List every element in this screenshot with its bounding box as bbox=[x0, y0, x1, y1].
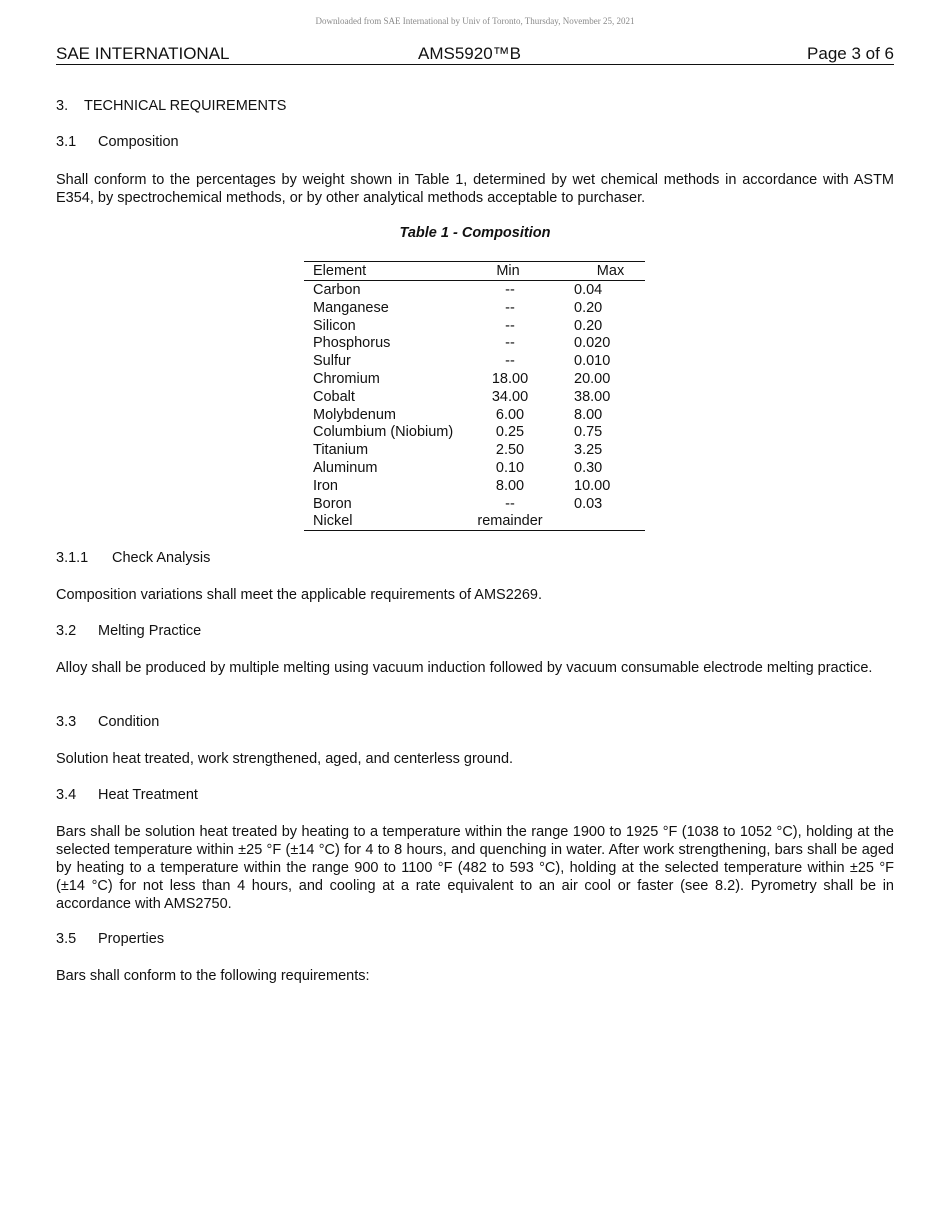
header-max: Max bbox=[596, 263, 625, 279]
section-number: 3.5 bbox=[56, 931, 77, 947]
header-page-number: Page 3 of 6 bbox=[807, 44, 894, 63]
section-number: 3.1 bbox=[56, 134, 77, 150]
cell-max: 8.00 bbox=[574, 406, 603, 423]
section-title: Heat Treatment bbox=[98, 787, 198, 803]
cell-max: 20.00 bbox=[574, 370, 611, 387]
section-title: TECHNICAL REQUIREMENTS bbox=[84, 98, 287, 114]
cell-min: 34.00 bbox=[491, 388, 529, 405]
cell-element: Sulfur bbox=[313, 353, 351, 370]
table-row bbox=[304, 299, 645, 317]
download-watermark: Downloaded from SAE International by Univ of Toronto, Thursday, November 25, 2021 bbox=[315, 16, 635, 26]
table-row bbox=[304, 281, 645, 299]
table-row bbox=[304, 423, 645, 441]
cell-min: -- bbox=[505, 282, 515, 298]
table-row bbox=[304, 317, 645, 335]
cell-min: 0.25 bbox=[495, 424, 525, 441]
section-title: Composition bbox=[98, 134, 179, 150]
cell-min: -- bbox=[505, 299, 515, 316]
table-row bbox=[304, 459, 645, 477]
section-3-5-body: Bars shall conform to the following requirements: bbox=[56, 968, 370, 984]
section-3-2-heading bbox=[56, 622, 201, 640]
cell-element: Nickel bbox=[313, 513, 353, 530]
section-3-2-body: Alloy shall be produced by multiple melting using vacuum induction followed by vacuum consumable electrode melting practice. bbox=[56, 660, 873, 676]
table-row bbox=[304, 495, 645, 513]
section-3-3-heading bbox=[56, 713, 159, 731]
section-3-4-body: Bars shall be solution heat treated by heating to a temperature within the range 1900 to 1925 °F (1038 to 1052 °C), holding at the selected temperature within ±25 °F (±14 °C) for 4 to 8 hours, and quenching in water. After work strengthening, bars shall be aged by heating to a temperature within the range 900 to 1100 °F (482 to 593 °C), holding at the selected temperature within ±25 °F (±14 °C) for not less than 4 hours, and cooling at a rate equivalent to an air cool or faster (see 8.2). Pyrometry shall be in accordance with AMS2750. bbox=[56, 824, 894, 912]
cell-element: Manganese bbox=[313, 299, 389, 316]
section-3-1-1-body: Composition variations shall meet the applicable requirements of AMS2269. bbox=[56, 587, 543, 603]
cell-max: 0.020 bbox=[574, 335, 611, 352]
cell-element: Silicon bbox=[313, 317, 356, 334]
section-3-5-heading bbox=[56, 930, 164, 948]
cell-max: 0.20 bbox=[574, 299, 603, 316]
cell-element: Cobalt bbox=[313, 388, 355, 405]
table-row bbox=[304, 388, 645, 406]
section-3-heading bbox=[56, 97, 286, 115]
table-caption: Table 1 - Composition bbox=[399, 225, 551, 241]
table-body bbox=[304, 281, 645, 530]
cell-max: 3.25 bbox=[574, 442, 603, 459]
table-row bbox=[304, 370, 645, 388]
cell-max: 0.30 bbox=[574, 459, 603, 476]
cell-max: 10.00 bbox=[574, 477, 611, 494]
cell-max: 0.20 bbox=[574, 317, 603, 334]
cell-min: 0.10 bbox=[495, 459, 525, 476]
cell-min: -- bbox=[505, 495, 515, 512]
cell-element: Boron bbox=[313, 495, 352, 512]
table-row bbox=[304, 406, 645, 424]
cell-element: Aluminum bbox=[313, 459, 378, 476]
section-number: 3.3 bbox=[56, 714, 77, 730]
cell-element: Iron bbox=[313, 477, 338, 494]
cell-min: -- bbox=[505, 353, 515, 370]
cell-min: 8.00 bbox=[495, 477, 525, 494]
cell-min: 2.50 bbox=[495, 442, 525, 459]
section-title: Melting Practice bbox=[98, 623, 202, 639]
section-3-4-heading bbox=[56, 786, 198, 804]
cell-max: 0.03 bbox=[574, 495, 603, 512]
cell-min: -- bbox=[505, 335, 515, 352]
section-3-1-heading bbox=[56, 133, 179, 151]
header-organization: SAE INTERNATIONAL bbox=[56, 44, 230, 63]
table-row bbox=[304, 352, 645, 370]
cell-max: 0.04 bbox=[574, 282, 603, 298]
table-row bbox=[304, 512, 645, 530]
section-number: 3.4 bbox=[56, 787, 77, 803]
table-row bbox=[304, 477, 645, 495]
header-element: Element bbox=[313, 263, 367, 279]
table-row bbox=[304, 441, 645, 459]
cell-element: Columbium (Niobium) bbox=[313, 424, 454, 441]
cell-max: 0.75 bbox=[574, 424, 603, 441]
page-header bbox=[56, 44, 894, 65]
cell-element: Carbon bbox=[313, 282, 361, 298]
section-number: 3.1.1 bbox=[56, 550, 89, 566]
cell-min: remainder bbox=[477, 513, 543, 530]
header-document-number: AMS5920™B bbox=[418, 44, 521, 63]
section-3-1-body: Shall conform to the percentages by weight shown in Table 1, determined by wet chemical methods in accordance with ASTM E354, by spectrochemical methods, or by other analytical methods acceptable to purchaser. bbox=[56, 172, 894, 206]
section-number: 3.2 bbox=[56, 623, 77, 639]
cell-element: Titanium bbox=[313, 442, 369, 459]
cell-max: 0.010 bbox=[574, 353, 611, 370]
cell-min: 18.00 bbox=[491, 370, 529, 387]
section-3-3-body: Solution heat treated, work strengthened, aged, and centerless ground. bbox=[56, 751, 514, 767]
table-header-row bbox=[304, 262, 645, 281]
section-title: Check Analysis bbox=[112, 550, 211, 566]
section-3-1-1-heading bbox=[56, 549, 210, 567]
section-title: Condition bbox=[98, 714, 160, 730]
cell-element: Chromium bbox=[313, 370, 380, 387]
cell-element: Phosphorus bbox=[313, 335, 391, 352]
header-min: Min bbox=[496, 263, 520, 279]
table-row bbox=[304, 334, 645, 352]
cell-min: -- bbox=[505, 317, 515, 334]
section-number: 3. bbox=[56, 98, 69, 114]
section-title: Properties bbox=[98, 931, 165, 947]
composition-table bbox=[304, 261, 645, 531]
cell-max: 38.00 bbox=[574, 388, 611, 405]
cell-min: 6.00 bbox=[495, 406, 525, 423]
cell-element: Molybdenum bbox=[313, 406, 397, 423]
